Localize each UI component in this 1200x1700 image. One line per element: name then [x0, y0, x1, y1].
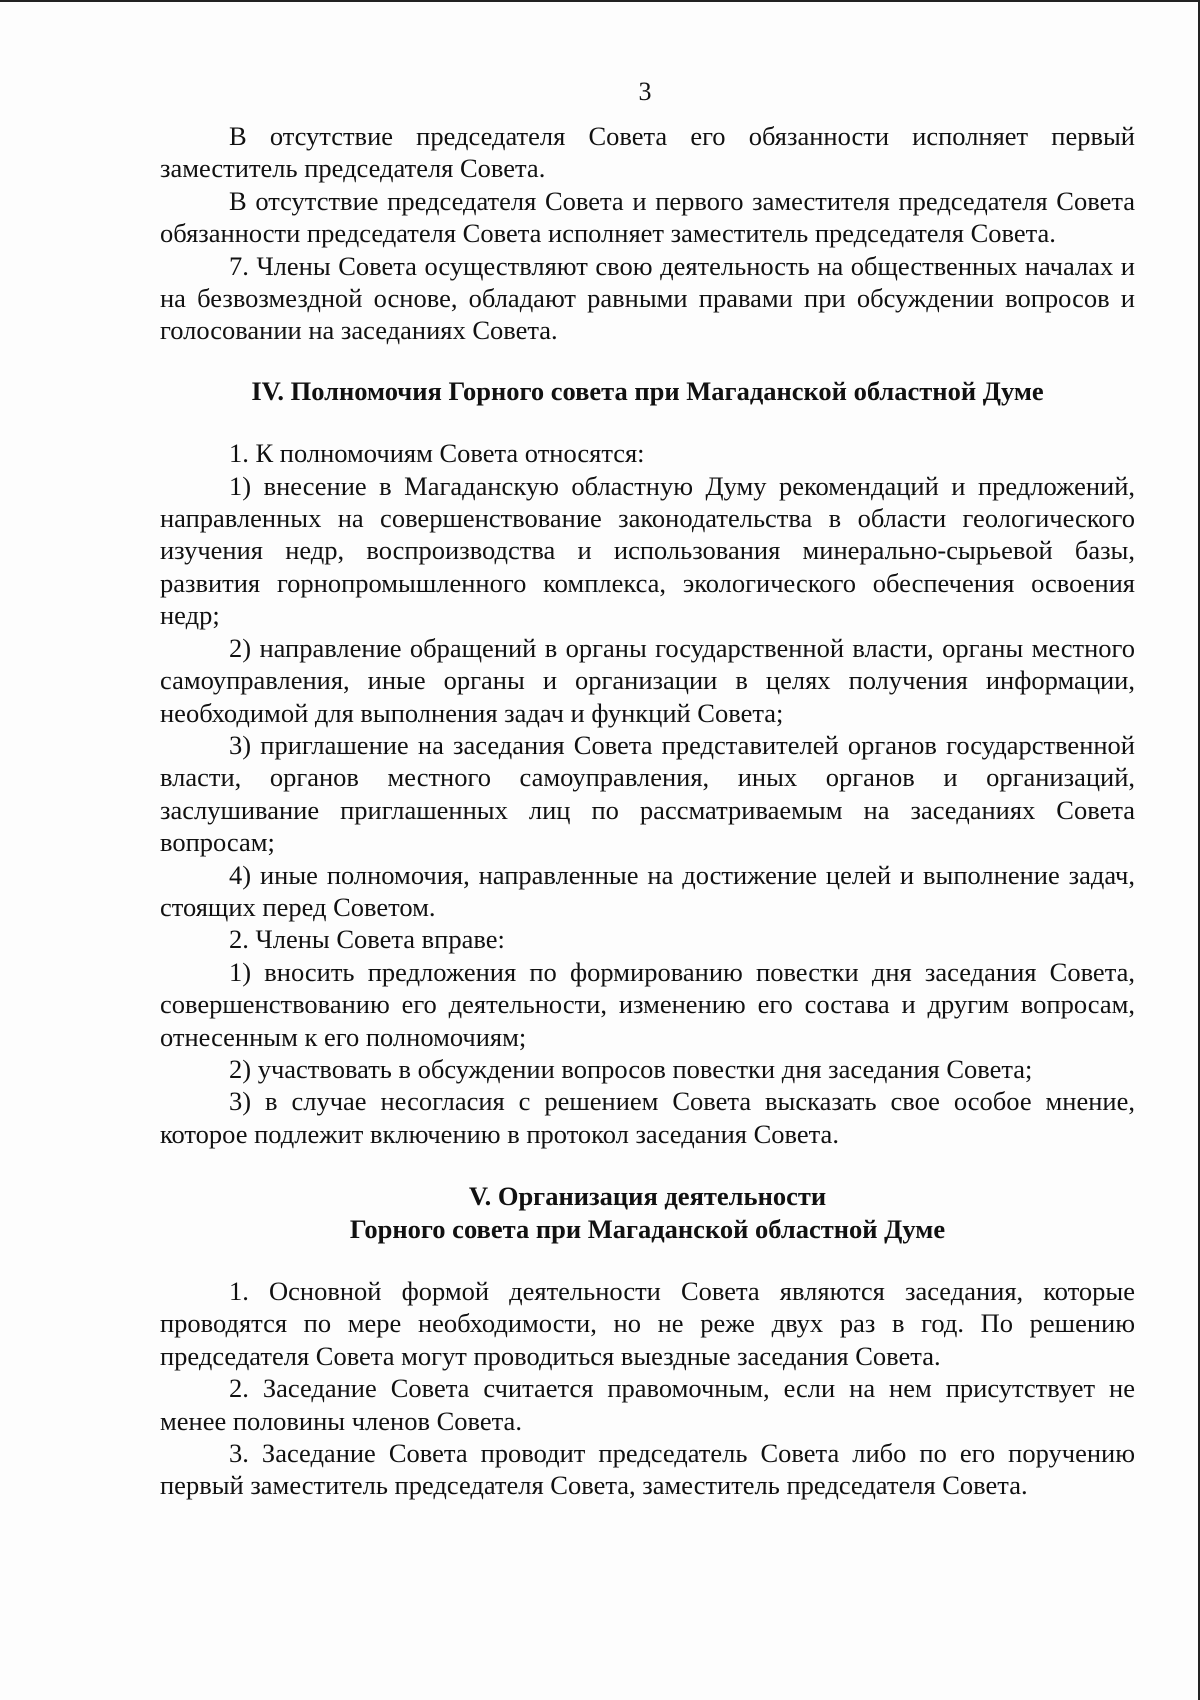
paragraph: 2) участвовать в обсуждении вопросов повестки дня заседания Совета;	[229, 1053, 1033, 1084]
paragraph: 3) приглашение на заседания Совета представителей органов государственной власти, органов местного самоуправления, иных органов и организаций, заслушивание приглашенных лиц по рассматриваемым на заседаниях Совета вопросам;	[160, 729, 1135, 858]
section-heading-iv: IV. Полномочия Горного совета при Магаданской областной Думе	[251, 375, 1044, 406]
paragraph: 1. К полномочиям Совета относятся:	[229, 438, 645, 469]
spacer	[160, 347, 1135, 375]
paragraph: 2) направление обращений в органы государственной власти, органы местного самоуправления, иные органы и организации в целях получения информации, необходимой для выполнения задач и функций Совета;	[160, 632, 1135, 728]
paragraph: 1) вносить предложения по формированию повестки дня заседания Совета, совершенствованию его деятельности, изменению его состава и другим вопросам, отнесенным к его полномочиям;	[160, 956, 1135, 1052]
spacer	[160, 1150, 1135, 1180]
document-body	[160, 120, 1135, 1502]
spacer	[160, 1245, 1135, 1275]
paragraph: 1. Основной формой деятельности Совета являются заседания, которые проводятся по мере необходимости, но не реже двух раз в год. По решению председателя Совета могут проводиться выездные заседания Совета.	[160, 1276, 1135, 1371]
section-heading-v-line1: V. Организация деятельности	[468, 1181, 827, 1212]
page-number: 3	[638, 77, 652, 106]
paragraph: 3. Заседание Совета проводит председатель Совета либо по его поручению первый заместитель председателя Совета, заместитель председателя Совета.	[160, 1438, 1135, 1501]
paragraph: 1) внесение в Магаданскую областную Думу рекомендаций и предложений, направленных на совершенствование законодательства в области геологического изучения недр, воспроизводства и использования минерально-сырьевой базы, развития горнопромышленного комплекса, экологического обеспечения освоения недр;	[160, 470, 1135, 631]
spacer	[160, 407, 1135, 437]
section-heading-v-line2: Горного совета при Магаданской областной Думе	[349, 1213, 946, 1244]
paragraph: 7. Члены Совета осуществляют свою деятельность на общественных началах и на безвозмездной основе, обладают равными правами при обсуждении вопросов и голосовании на заседаниях Совета.	[160, 250, 1135, 346]
paragraph: В отсутствие председателя Совета его обязанности исполняет первый заместитель председателя Совета.	[160, 121, 1135, 184]
paragraph: 2. Члены Совета вправе:	[229, 924, 505, 955]
paragraph: 4) иные полномочия, направленные на достижение целей и выполнение задач, стоящих перед Советом.	[160, 859, 1135, 922]
paragraph: 3) в случае несогласия с решением Совета высказать свое особое мнение, которое подлежит включению в протокол заседания Совета.	[160, 1086, 1135, 1149]
paragraph: 2. Заседание Совета считается правомочным, если на нем присутствует не менее половины членов Совета.	[160, 1373, 1135, 1436]
paragraph: В отсутствие председателя Совета и первого заместителя председателя Совета обязанности председателя Совета исполняет заместитель председателя Совета.	[160, 185, 1135, 249]
